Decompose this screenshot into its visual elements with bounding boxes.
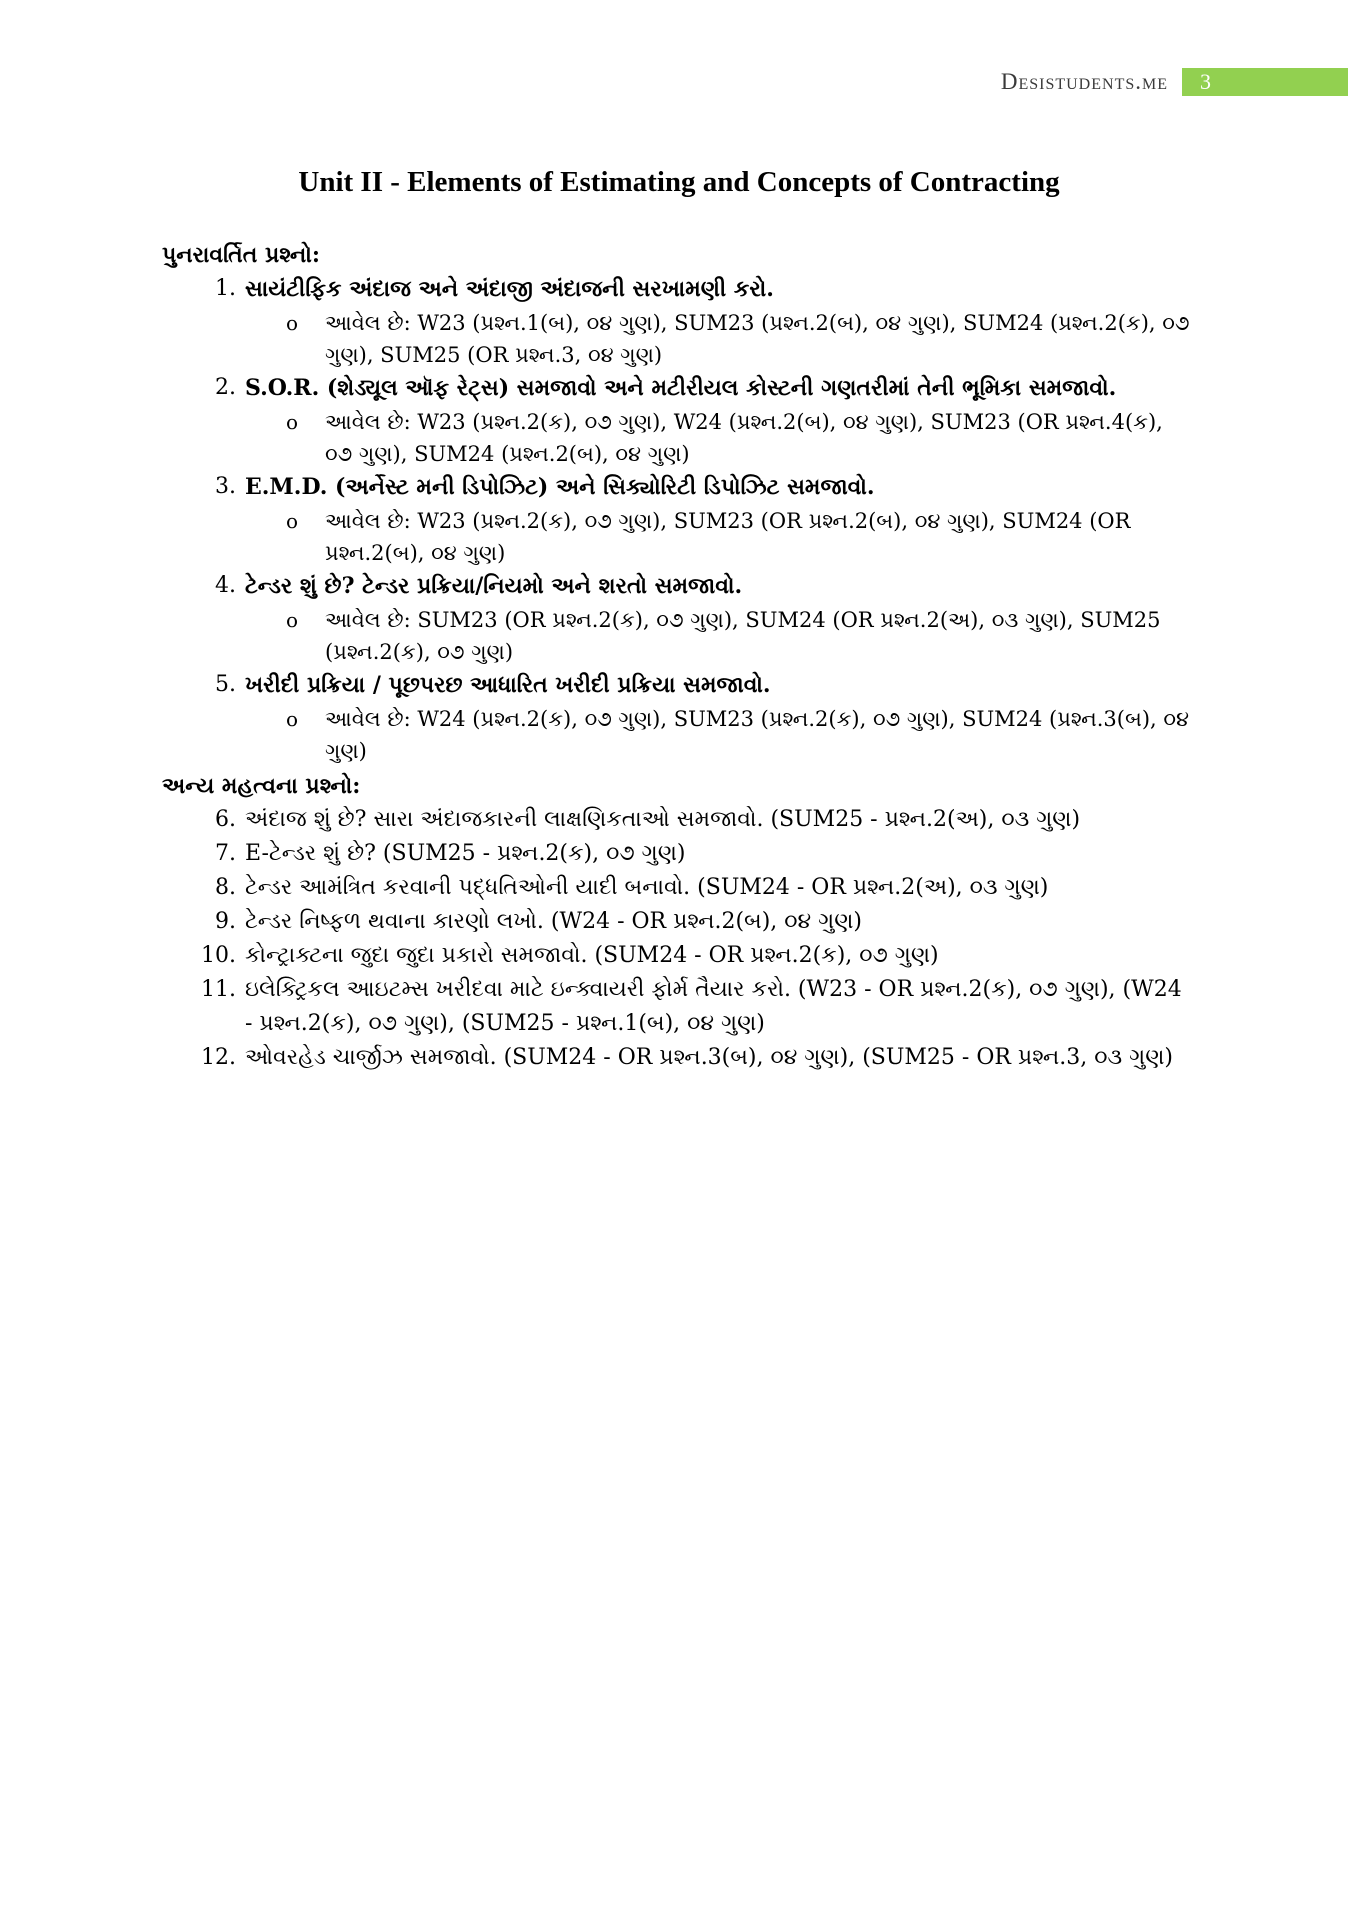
question-item	[162, 470, 1192, 505]
question-text: S.O.R. (શેડ્યૂલ ઑફ રેટ્સ) સમજાવો અને મટીરીયલ કોસ્ટની ગણતરીમાં તેની ભૂમિકા સમજાવો.	[245, 375, 1117, 401]
question-text: ઇલેક્ટ્રિકલ આઇટમ્સ ખરીદવા માટે ઇન્ક્વાયરી ફોર્મ તૈયાર કરો. (W23 - OR પ્રશ્ન.2(ક), ૦૭ ગુણ), (W24 - પ્રશ્ન.2(ક), ૦૭ ગુણ), (SUM25 - પ્રશ્ન.1(બ), ૦૪ ગુણ)	[245, 977, 1182, 1036]
question-number: 7.	[215, 841, 236, 866]
section-heading-repeated: પુનરાવર્તિત પ્રશ્નો:	[162, 242, 320, 268]
bullet-icon: o	[286, 509, 299, 533]
question-number: 8.	[215, 875, 236, 900]
question-source	[162, 307, 1192, 371]
question-source	[162, 703, 1192, 767]
question-text: સાયંટીફિક અંદાજ અને અંદાજી અંદાજની સરખામણી કરો.	[245, 276, 774, 302]
question-number: 2.	[215, 375, 236, 400]
question-number: 9.	[215, 909, 236, 934]
page-title: Unit II - Elements of Estimating and Concepts of Contracting	[298, 166, 1060, 198]
document-body	[162, 236, 1192, 1075]
bullet-icon: o	[286, 608, 299, 632]
question-item	[162, 905, 1192, 939]
question-source	[162, 505, 1192, 569]
question-text: ટેન્ડર આમંત્રિત કરવાની પદ્ધતિઓની યાદી બનાવો. (SUM24 - OR પ્રશ્ન.2(અ), ૦૩ ગુણ)	[245, 875, 1049, 900]
source-text: આવેલ છે: W23 (પ્રશ્ન.2(ક), ૦૭ ગુણ), W24 (પ્રશ્ન.2(બ), ૦૪ ગુણ), SUM23 (OR પ્રશ્ન.4(ક), ૦૭ ગુણ), SUM24 (પ્રશ્ન.2(બ), ૦૪ ગુણ)	[325, 410, 1163, 466]
question-item	[162, 1041, 1192, 1075]
question-number: 1.	[215, 276, 236, 301]
question-number: 5.	[215, 672, 236, 697]
question-text: ટેન્ડર શું છે? ટેન્ડર પ્રક્રિયા/નિયમો અને શરતો સમજાવો.	[245, 573, 743, 599]
source-text: આવેલ છે: W23 (પ્રશ્ન.2(ક), ૦૭ ગુણ), SUM23 (OR પ્રશ્ન.2(બ), ૦૪ ગુણ), SUM24 (OR પ્રશ્ન.2(બ), ૦૪ ગુણ)	[325, 509, 1131, 565]
question-item	[162, 272, 1192, 307]
question-item	[162, 871, 1192, 905]
question-number: 12.	[201, 1045, 236, 1070]
question-text: E-ટેન્ડર શું છે? (SUM25 - પ્રશ્ન.2(ક), ૦૭ ગુણ)	[245, 841, 686, 866]
bullet-icon: o	[286, 707, 299, 731]
question-item	[162, 668, 1192, 703]
source-text: આવેલ છે: W23 (પ્રશ્ન.1(બ), ૦૪ ગુણ), SUM23 (પ્રશ્ન.2(બ), ૦૪ ગુણ), SUM24 (પ્રશ્ન.2(ક), ૦૭ ગુણ), SUM25 (OR પ્રશ્ન.3, ૦૪ ગુણ)	[325, 311, 1190, 367]
question-text: અંદાજ શું છે? સારા અંદાજકારની લાક્ષણિકતાઓ સમજાવો. (SUM25 - પ્રશ્ન.2(અ), ૦૩ ગુણ)	[245, 807, 1081, 832]
question-item	[162, 837, 1192, 871]
question-text: ખરીદી પ્રક્રિયા / પૂછપરછ આધારિત ખરીદી પ્રક્રિયા સમજાવો.	[245, 672, 771, 698]
question-number: 10.	[201, 943, 236, 968]
question-text: કોન્ટ્રાક્ટના જુદા જુદા પ્રકારો સમજાવો. (SUM24 - OR પ્રશ્ન.2(ક), ૦૭ ગુણ)	[245, 943, 939, 968]
question-text: ટેન્ડર નિષ્ફળ થવાના કારણો લખો. (W24 - OR પ્રશ્ન.2(બ), ૦૪ ગુણ)	[245, 909, 862, 934]
source-text: આવેલ છે: SUM23 (OR પ્રશ્ન.2(ક), ૦૭ ગુણ), SUM24 (OR પ્રશ્ન.2(અ), ૦૩ ગુણ), SUM25 (પ્રશ્ન.2(ક), ૦૭ ગુણ)	[325, 608, 1161, 664]
question-number: 6.	[215, 807, 236, 832]
source-text: આવેલ છે: W24 (પ્રશ્ન.2(ક), ૦૭ ગુણ), SUM23 (પ્રશ્ન.2(ક), ૦૭ ગુણ), SUM24 (પ્રશ્ન.3(બ), ૦૪ ગુણ)	[325, 707, 1190, 763]
question-text: E.M.D. (અર્નેસ્ટ મની ડિપોઝિટ) અને સિક્યોરિટી ડિપોઝિટ સમજાવો.	[245, 474, 875, 500]
bullet-icon: o	[286, 311, 299, 335]
question-text: ઓવરહેડ ચાર્જીઝ સમજાવો. (SUM24 - OR પ્રશ્ન.3(બ), ૦૪ ગુણ), (SUM25 - OR પ્રશ્ન.3, ૦૩ ગુણ)	[245, 1045, 1173, 1070]
page-number: 3	[1182, 68, 1348, 96]
question-number: 11.	[201, 977, 236, 1002]
question-item	[162, 371, 1192, 406]
site-name: Desistudents.me	[1000, 69, 1168, 94]
bullet-icon: o	[286, 410, 299, 434]
question-source	[162, 604, 1192, 668]
question-item	[162, 803, 1192, 837]
question-item	[162, 973, 1192, 1041]
question-number: 4.	[215, 573, 236, 598]
question-source	[162, 406, 1192, 470]
question-item	[162, 569, 1192, 604]
question-item	[162, 939, 1192, 973]
page-header	[1001, 68, 1348, 96]
question-number: 3.	[215, 474, 236, 499]
section-heading-other: અન્ય મહત્વના પ્રશ્નો:	[162, 773, 361, 799]
